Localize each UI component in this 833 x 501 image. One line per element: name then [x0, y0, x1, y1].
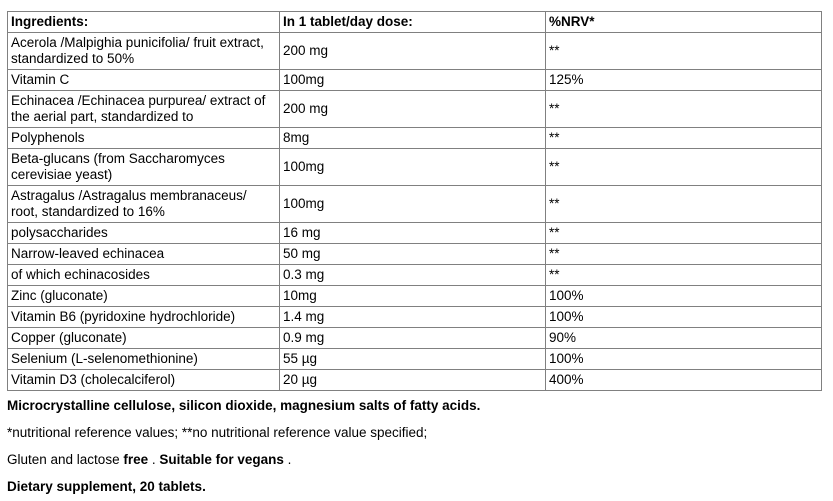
ingredient-cell: Polyphenols — [8, 128, 280, 149]
ingredient-cell: of which echinacosides — [8, 265, 280, 286]
dose-cell: 8mg — [280, 128, 546, 149]
dose-cell: 100mg — [280, 186, 546, 223]
col-header-dose: In 1 tablet/day dose: — [280, 12, 546, 33]
supplement-note: Dietary supplement, 20 tablets. — [7, 479, 206, 494]
table-row — [8, 286, 822, 307]
dose-cell: 20 µg — [280, 370, 546, 391]
nrv-footnote: *nutritional reference values; **no nutritional reference value specified; — [7, 425, 428, 440]
ingredient-cell: Vitamin C — [8, 70, 280, 91]
table-row — [8, 349, 822, 370]
dose-cell: 200 mg — [280, 33, 546, 70]
allergen-separator-text: . — [148, 452, 160, 467]
ingredient-cell: Astragalus /Astragalus membranaceus/ root, standardized to 16% — [8, 186, 280, 223]
table-row — [8, 149, 822, 186]
allergen-vegans-text: Suitable for vegans — [159, 452, 284, 467]
nrv-cell: ** — [546, 149, 822, 186]
nrv-cell: 100% — [546, 286, 822, 307]
dose-cell: 100mg — [280, 149, 546, 186]
table-row — [8, 307, 822, 328]
nrv-cell: ** — [546, 223, 822, 244]
allergen-free-text: free — [123, 452, 149, 467]
col-header-ingredients: Ingredients: — [8, 12, 280, 33]
nrv-cell: 90% — [546, 328, 822, 349]
footer-notes — [7, 398, 821, 495]
ingredient-cell: Copper (gluconate) — [8, 328, 280, 349]
nrv-cell: 125% — [546, 70, 822, 91]
table-row — [8, 128, 822, 149]
table-row — [8, 370, 822, 391]
nrv-cell: ** — [546, 91, 822, 128]
header-row — [8, 12, 822, 33]
ingredient-cell: Zinc (gluconate) — [8, 286, 280, 307]
nrv-cell: ** — [546, 265, 822, 286]
ingredient-cell: Acerola /Malpighia punicifolia/ fruit extract, standardized to 50% — [8, 33, 280, 70]
allergen-prefix-text: Gluten and lactose — [7, 452, 124, 467]
allergen-suffix-text: . — [283, 452, 292, 467]
allergen-note — [7, 452, 821, 468]
table-row — [8, 265, 822, 286]
dose-cell: 100mg — [280, 70, 546, 91]
dose-cell: 200 mg — [280, 91, 546, 128]
table-row — [8, 70, 822, 91]
ingredient-cell: Vitamin D3 (cholecalciferol) — [8, 370, 280, 391]
dose-cell: 16 mg — [280, 223, 546, 244]
table-row — [8, 33, 822, 70]
ingredient-cell: Echinacea /Echinacea purpurea/ extract of the aerial part, standardized to — [8, 91, 280, 128]
nrv-cell: ** — [546, 244, 822, 265]
table-row — [8, 328, 822, 349]
nrv-cell: ** — [546, 186, 822, 223]
ingredient-cell: Narrow-leaved echinacea — [8, 244, 280, 265]
table-row — [8, 244, 822, 265]
dose-cell: 0.9 mg — [280, 328, 546, 349]
nrv-cell: 100% — [546, 307, 822, 328]
ingredient-cell: Beta-glucans (from Saccharomyces cerevisiae yeast) — [8, 149, 280, 186]
nrv-cell: 100% — [546, 349, 822, 370]
dose-cell: 0.3 mg — [280, 265, 546, 286]
dose-cell: 55 µg — [280, 349, 546, 370]
table-row — [8, 186, 822, 223]
table-row — [8, 223, 822, 244]
ingredients-table — [7, 11, 822, 391]
nrv-cell: ** — [546, 33, 822, 70]
dose-cell: 10mg — [280, 286, 546, 307]
excipients-note: Microcrystalline cellulose, silicon dioxide, magnesium salts of fatty acids. — [7, 398, 481, 413]
nrv-cell: ** — [546, 128, 822, 149]
col-header-nrv: %NRV* — [546, 12, 822, 33]
dose-cell: 50 mg — [280, 244, 546, 265]
ingredient-cell: Vitamin B6 (pyridoxine hydrochloride) — [8, 307, 280, 328]
ingredients-table-body — [8, 33, 822, 391]
table-row — [8, 91, 822, 128]
ingredient-cell: Selenium (L-selenomethionine) — [8, 349, 280, 370]
nrv-cell: 400% — [546, 370, 822, 391]
ingredient-cell: polysaccharides — [8, 223, 280, 244]
dose-cell: 1.4 mg — [280, 307, 546, 328]
